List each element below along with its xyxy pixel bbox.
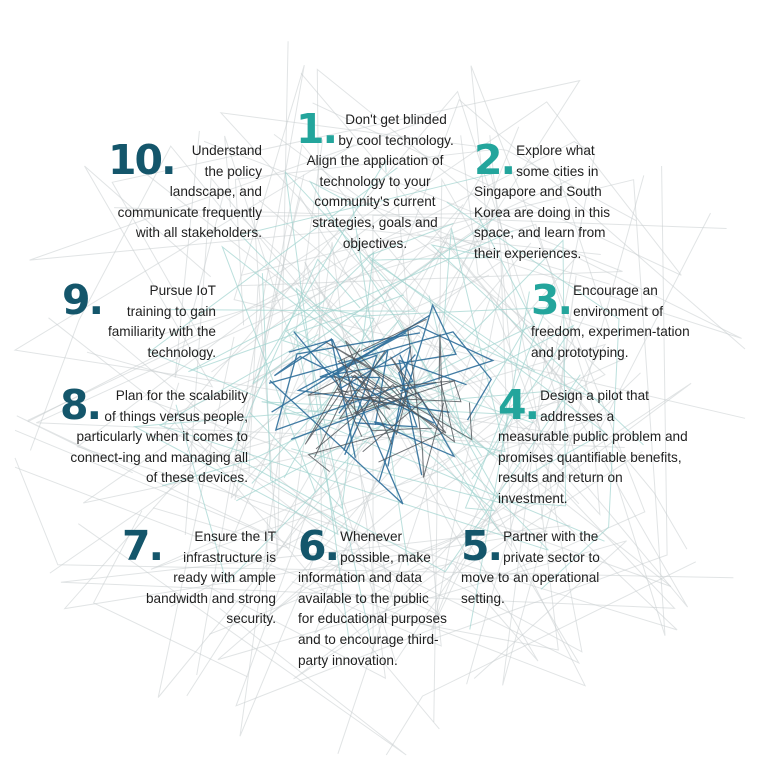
tip-2	[474, 136, 622, 265]
tip-2-number: 2.	[474, 136, 515, 184]
tip-5-text: Partner with the private sector to move to an operational setting.	[461, 529, 600, 606]
tip-2-text: Explore what some cities in Singapore and South Korea are doing in this space, and learn from their experiences.	[474, 143, 611, 261]
tip-3-text: Encourage an environment of freedom, experimen-tation and prototyping.	[531, 283, 690, 360]
tip-9	[62, 276, 216, 363]
tip-9-number: 9.	[62, 276, 103, 324]
tip-6	[298, 522, 448, 671]
tip-6-text: Whenever possible, make information and data available to the public for educational purposes and to encourage third-party innovation.	[298, 529, 447, 668]
tip-1-text: Don't get blinded by cool technology. Align the application of technology to your community's current strategies, goals and objectives.	[306, 112, 454, 251]
tip-7	[122, 522, 276, 630]
tip-9-text: Pursue IoT training to gain familiarity with the technology.	[107, 283, 216, 360]
tip-1-number: 1.	[296, 105, 337, 153]
tip-8-text: Plan for the scalability of things versus people, particularly when it comes to connect-ing and managing all of these devices.	[70, 388, 248, 486]
tip-4	[498, 381, 688, 510]
tip-4-number: 4.	[498, 381, 539, 429]
tip-6-number: 6.	[298, 522, 339, 570]
tip-10	[108, 136, 262, 244]
tip-5-number: 5.	[461, 522, 502, 570]
tip-3-number: 3.	[531, 276, 572, 324]
tip-8-number: 8.	[60, 381, 101, 429]
tip-3	[531, 276, 691, 363]
tip-10-text: Understand the policy landscape, and communicate frequently with all stakeholders.	[117, 143, 262, 241]
tip-7-text: Ensure the IT infrastructure is ready with ample bandwidth and strong security.	[146, 529, 276, 627]
tip-5	[461, 522, 611, 609]
tip-1	[296, 105, 454, 254]
tip-8	[60, 381, 248, 489]
tip-7-number: 7.	[122, 522, 163, 570]
tip-10-number: 10.	[108, 136, 175, 184]
tip-4-text: Design a pilot that addresses a measurable public problem and promises quantifiable benefits, results and return on investment.	[498, 388, 688, 506]
